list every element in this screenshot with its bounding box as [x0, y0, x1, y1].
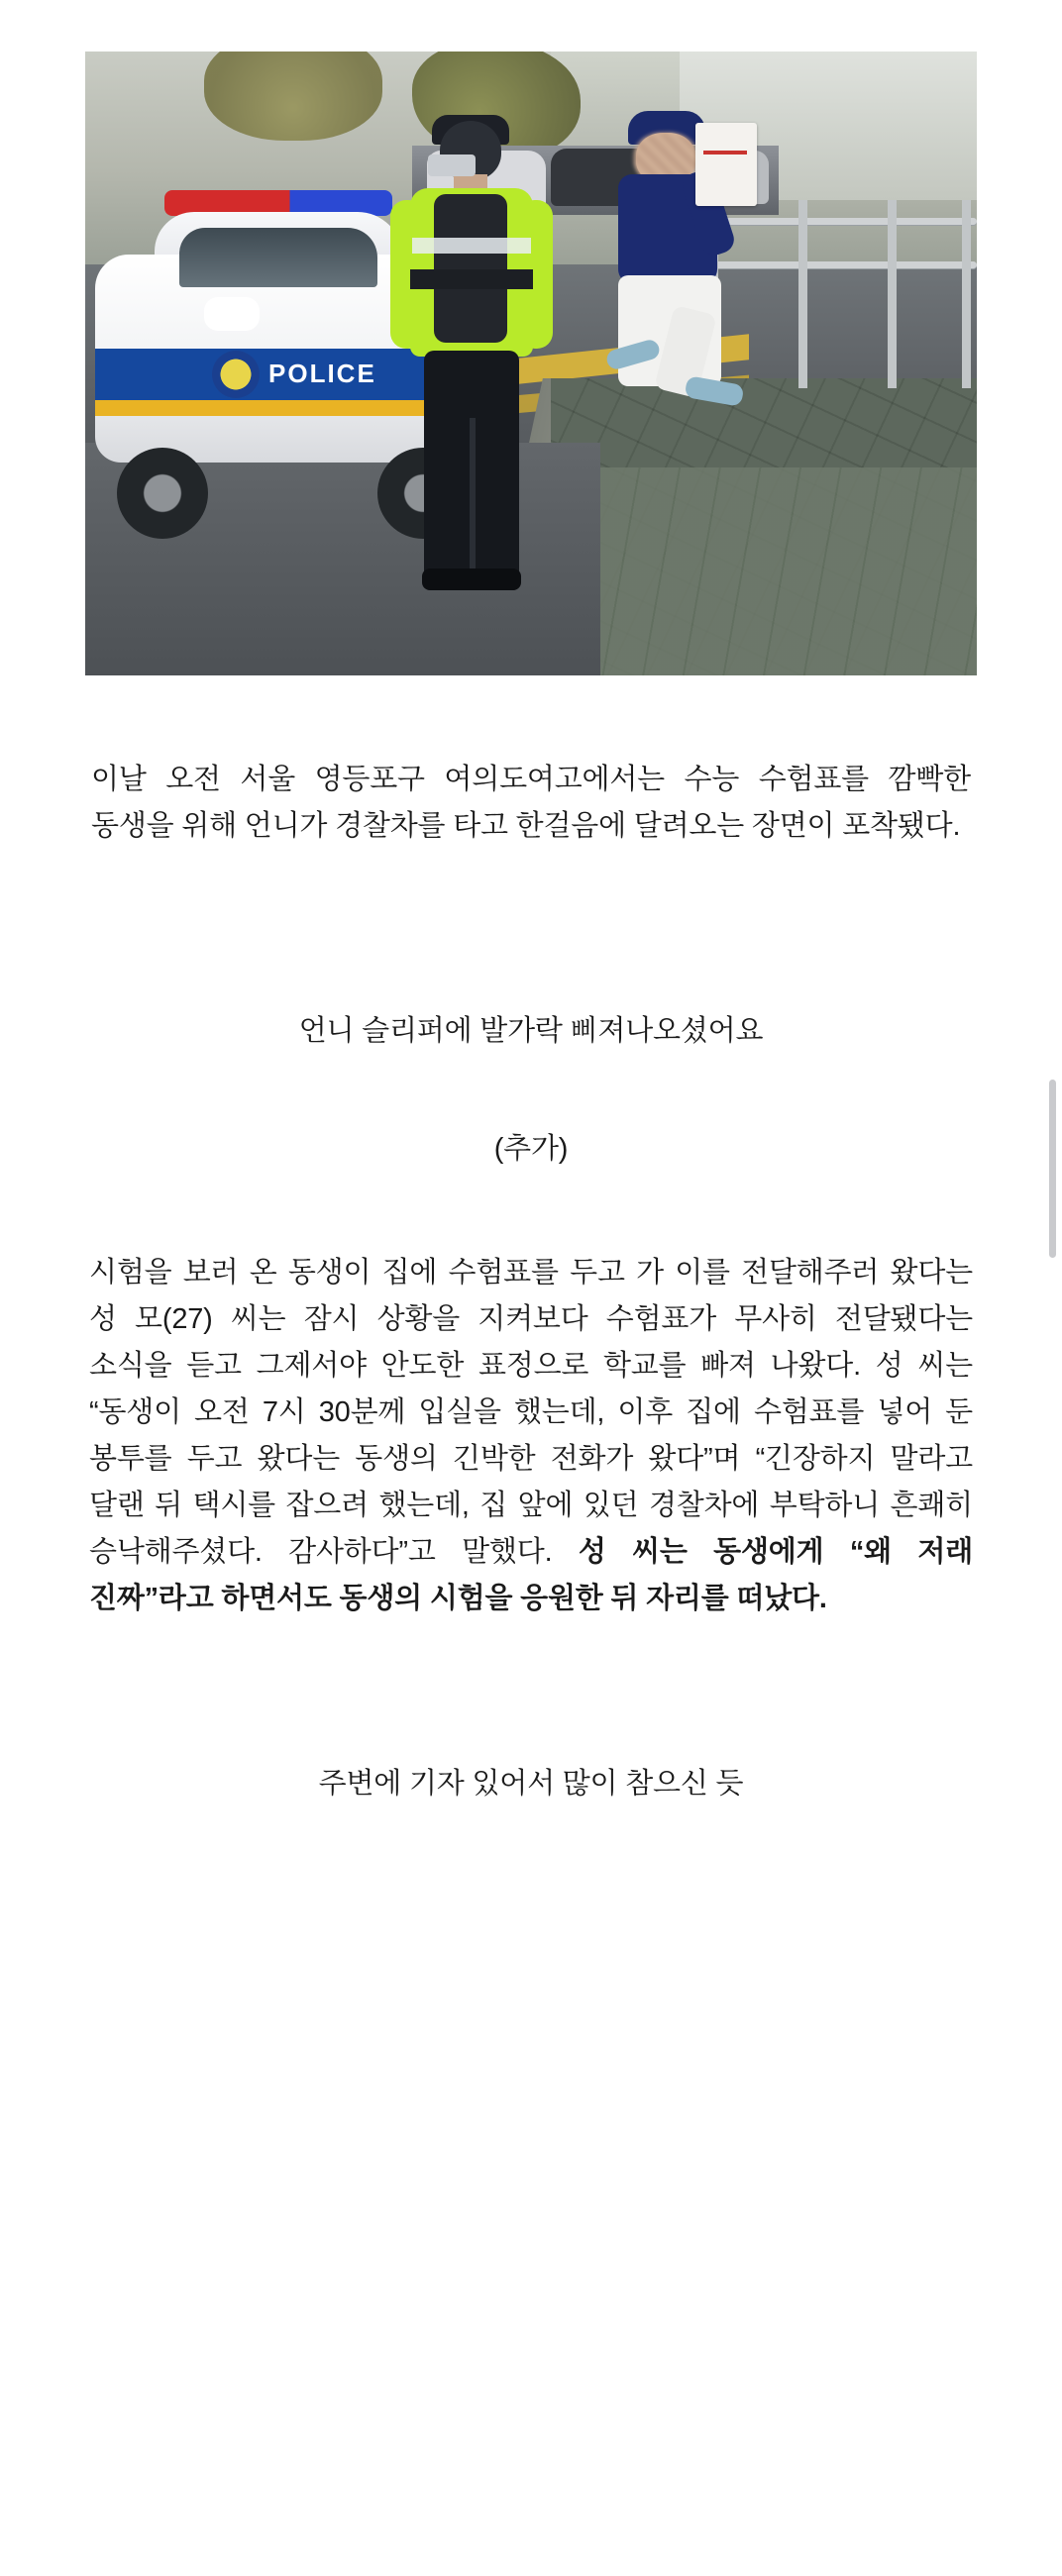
guardrail-post: [798, 200, 807, 388]
spacer: [85, 850, 977, 1008]
police-emblem-icon: [212, 351, 260, 398]
addition-note: (추가): [493, 1132, 569, 1165]
police-car-wheel: [117, 448, 208, 539]
officer-uniform: [434, 194, 507, 343]
police-car-mirror: [204, 297, 260, 331]
police-car-label: POLICE: [268, 359, 376, 388]
photo-sidewalk-shadow: [600, 467, 977, 675]
article-content: [85, 0, 977, 1802]
student-running: [600, 111, 759, 408]
article-photo: [85, 52, 977, 675]
spacer: [85, 1049, 977, 1126]
officer-vest-reflector: [412, 238, 531, 254]
body-paragraph: [85, 1250, 977, 1622]
spacer: [85, 1167, 977, 1250]
guardrail-post: [888, 200, 897, 388]
spacer: [85, 1622, 977, 1761]
photo-tree-left: [204, 52, 382, 141]
officer-shoes: [422, 568, 521, 590]
exam-ticket-envelope: [695, 123, 757, 206]
officer-leg-gap: [470, 418, 476, 578]
photo-scene: [85, 52, 977, 675]
comment-line-1: 언니 슬리퍼에 발가락 삐져나오셨어요: [298, 1014, 764, 1047]
exam-ticket-marking: [703, 151, 747, 155]
body-paragraph-bold: 성 씨는 동생에게 “왜 저래 진짜”라고 하면서도 동생의 시험을 응원한 뒤 자리를 떠났다.: [89, 1535, 974, 1614]
vertical-scrollbar[interactable]: [1049, 1080, 1056, 1258]
body-paragraph-normal: 시험을 보러 온 동생이 집에 수험표를 두고 가 이를 전달해주러 왔다는 성 모(27) 씨는 잠시 상황을 지켜보다 수험표가 무사히 전달됐다는 소식을 듣고 그제서야 안도한 표정으로 학교를 빠져 나왔다. 성 씨는 “동생이 오전 7시 30분께 입실을 했는데, 이후 집에 수험표를 넣어 둔 봉투를 두고 왔다는 동생의 긴박한 전화가 왔다”며 “긴장하지 말라고 달랜 뒤 택시를 잡으려 했는데, 집 앞에 있던 경찰차에 부탁하니 흔쾌히 승낙해주셨다. 감사하다”고 말했다.: [89, 1256, 973, 1568]
officer-badge-icon: [428, 155, 476, 176]
police-officer: [382, 121, 561, 596]
comment-line-2: 주변에 기자 있어서 많이 참으신 듯: [318, 1767, 744, 1800]
student-slipper: [685, 375, 745, 407]
guardrail-post: [962, 200, 971, 388]
police-car-window: [179, 228, 377, 287]
officer-belt: [410, 269, 533, 289]
lead-paragraph: 이날 오전 서울 영등포구 여의도여고에서는 수능 수험표를 깜빡한 동생을 위해 언니가 경찰차를 타고 한걸음에 달려오는 장면이 포착됐다.: [91, 764, 971, 842]
